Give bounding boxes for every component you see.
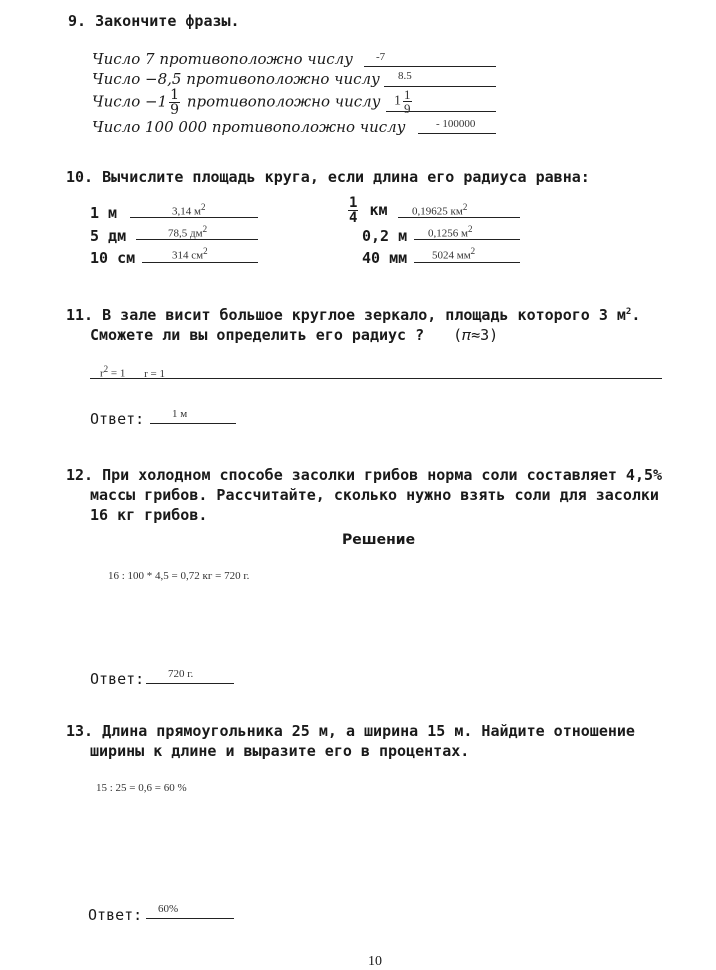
q9-row-4: Число 100 000 противоположно числу <box>92 118 406 136</box>
q12-solution-heading: Решение <box>342 532 416 548</box>
q10-left-answer-3: 314 $см^2$ <box>172 246 208 262</box>
q13-answer-label: Ответ: <box>88 906 143 924</box>
q9-row-1-line <box>364 66 496 67</box>
q13-answer: 60% <box>158 903 179 915</box>
q11-answer: 1 м <box>172 408 188 420</box>
q10-quarter-fraction: $\frac{1}{4}$ <box>349 195 358 226</box>
q9-row-1-answer: -7 <box>376 51 386 63</box>
q10-right-answer-3: 5024 $мм^2$ <box>432 246 476 262</box>
q10-right-answer-2: 0,1256 $м^2$ <box>428 224 473 240</box>
q9-row-3: Число −1 $\frac{1}{9}$ противоположно числу <box>92 87 381 118</box>
q11-pi-note: (𝜋≈3) <box>453 326 499 344</box>
q12-line-2: массы грибов. Рассчитайте, сколько нужно взять соли для засолки <box>90 486 659 504</box>
q11-line-1: 11. В зале висит большое круглое зеркало, площадь которого 3 $м^2$. <box>66 306 641 324</box>
q10-right-answer-1: 0,19625 $км^2$ <box>412 202 468 218</box>
q12-line-1: 12. При холодном способе засолки грибов норма соли составляет 4,5% <box>66 466 663 484</box>
q13-answer-line <box>146 918 234 919</box>
q13-work: 15 : 25 = 0,6 = 60 % <box>96 782 187 794</box>
q10-title: 10. Вычислите площадь круга, если длина его радиуса равна: <box>66 168 590 186</box>
page-number: 10 <box>368 954 382 969</box>
q12-answer-label: Ответ: <box>90 670 145 688</box>
q13-line-2: ширины к длине и выразите его в процентах. <box>90 742 470 760</box>
q10-right-line-3 <box>414 262 520 263</box>
q9-row-4-line <box>418 133 496 134</box>
q10-left-line-3 <box>142 262 258 263</box>
q10-right-label-2: 0,2 м <box>362 227 408 245</box>
q9-row-3-answer: 1 $\frac{1}{9}$ <box>394 87 411 116</box>
q9-row-2-answer: 8.5 <box>398 70 412 82</box>
q12-line-3: 16 кг грибов. <box>90 506 208 524</box>
q10-right-label-1: $\frac{1}{4}$ км <box>349 195 388 226</box>
q11-answer-label: Ответ: <box>90 410 145 428</box>
q9-row-4-answer: - 100000 <box>436 118 476 130</box>
q11-work-line <box>90 378 662 379</box>
q9-row-3-fraction: $\frac{1}{9}$ <box>170 87 180 118</box>
q9-row-1: Число 7 противоположно числу <box>92 50 353 68</box>
q10-right-label-3: 40 мм <box>362 249 408 267</box>
q10-left-label-2: 5 дм <box>90 227 127 245</box>
q10-left-answer-2: 78,5 $дм^2$ <box>168 224 208 240</box>
q10-left-label-1: 1 м <box>90 204 118 222</box>
q10-left-label-3: 10 см <box>90 249 136 267</box>
q9-row-2-line <box>384 86 496 87</box>
q12-answer-line <box>146 683 234 684</box>
q13-line-1: 13. Длина прямоугольника 25 м, а ширина 15 м. Найдите отношение <box>66 722 635 740</box>
q12-work: 16 : 100 * 4,5 = 0,72 кг = 720 г. <box>108 570 250 582</box>
q9-title: 9. Закончите фразы. <box>68 12 240 30</box>
q11-work: $r^2 = 1$ r = 1 <box>100 364 166 380</box>
q11-answer-line <box>150 423 236 424</box>
q9-row-2: Число −8,5 противоположно числу <box>92 70 380 88</box>
q11-line-2: Сможете ли вы определить его радиус ? (𝜋≈3) <box>90 326 499 344</box>
q12-answer: 720 г. <box>168 668 194 680</box>
q10-left-answer-1: 3,14 $м^2$ <box>172 202 206 218</box>
